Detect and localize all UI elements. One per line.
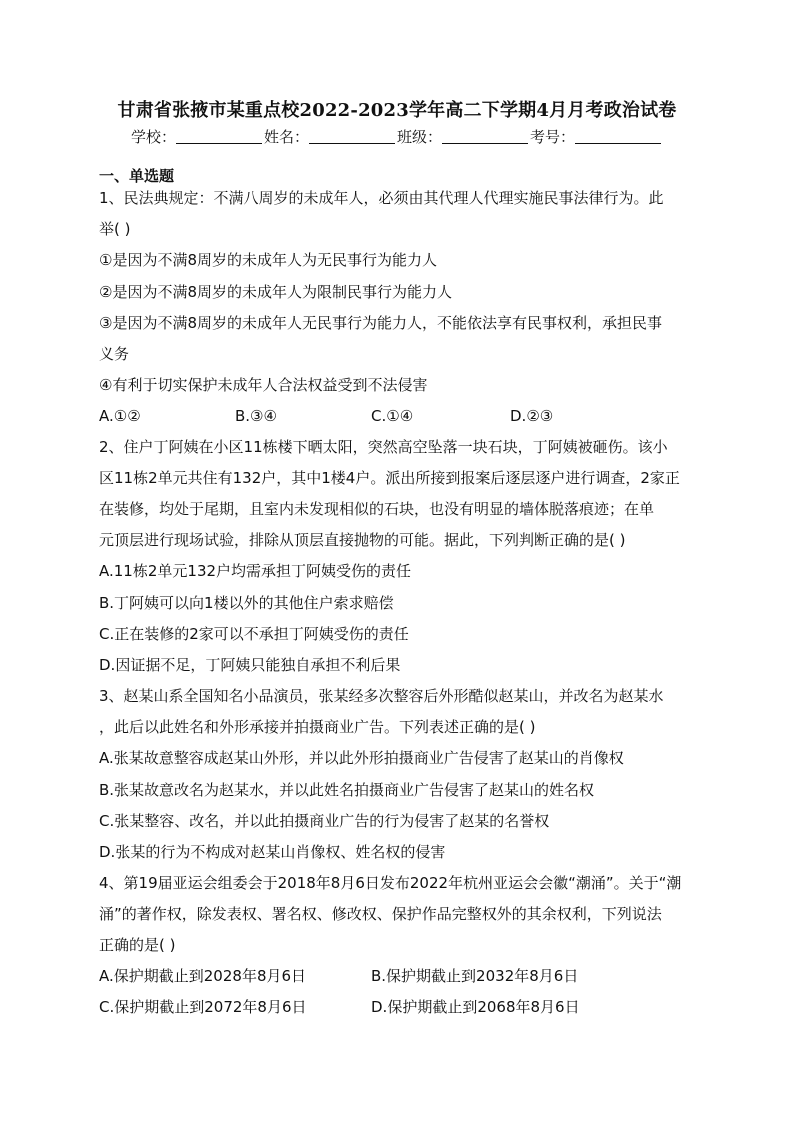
q1-line: ④有利于切实保护未成年人合法权益受到不法侵害 — [99, 376, 428, 394]
q3-option-d[interactable]: D.张某的行为不构成对赵某山肖像权、姓名权的侵害 — [99, 843, 446, 861]
section-heading: 一、单选题 — [99, 167, 175, 185]
school-label: 学校： — [130, 128, 176, 146]
page-title: 甘肃省张掖市某重点校2022-2023学年高二下学期4月月考政治试卷 — [117, 100, 677, 121]
number-blank[interactable] — [575, 129, 661, 144]
q3-option-c[interactable]: C.张某整容、改名，并以此拍摄商业广告的行为侵害了赵某的名誉权 — [99, 812, 550, 830]
q1-option-a[interactable]: A.①② — [99, 407, 141, 425]
q3-option-a[interactable]: A.张某故意整容成赵某山外形，并以此外形拍摄商业广告侵害了赵某山的肖像权 — [99, 749, 624, 767]
q1-line: 1、民法典规定：不满八周岁的未成年人，必须由其代理人代理实施民事法律行为。此 — [99, 189, 664, 207]
q4-option-c[interactable]: C.保护期截止到2072年8月6日 — [99, 998, 307, 1016]
class-blank[interactable] — [442, 129, 528, 144]
q1-line: ③是因为不满8周岁的未成年人无民事行为能力人，不能依法享有民事权利，承担民事 — [99, 314, 662, 332]
q2-option-d[interactable]: D.因证据不足，丁阿姨只能独自承担不利后果 — [99, 656, 401, 674]
q3-option-b[interactable]: B.张某故意改名为赵某水，并以此姓名拍摄商业广告侵害了赵某山的姓名权 — [99, 781, 595, 799]
q1-line: 义务 — [99, 345, 130, 363]
q2-line: 2、住户丁阿姨在小区11栋楼下晒太阳，突然高空坠落一块石块，丁阿姨被砸伤。该小 — [99, 438, 668, 456]
q2-option-b[interactable]: B.丁阿姨可以向1楼以外的其他住户索求赔偿 — [99, 594, 394, 612]
q1-line: ①是因为不满8周岁的未成年人为无民事行为能力人 — [99, 251, 437, 269]
q4-option-d[interactable]: D.保护期截止到2068年8月6日 — [371, 998, 580, 1016]
q4-line: 涌”的著作权，除发表权、署名权、修改权、保护作品完整权外的其余权利，下列说法 — [99, 905, 662, 923]
number-label: 考号： — [530, 128, 576, 146]
q2-option-a[interactable]: A.11栋2单元132户均需承担丁阿姨受伤的责任 — [99, 562, 412, 580]
q2-line: 区11栋2单元共住有132户，其中1楼4户。派出所接到报案后逐层逐户进行调查，2家正 — [99, 469, 680, 487]
q2-option-c[interactable]: C.正在装修的2家可以不承担丁阿姨受伤的责任 — [99, 625, 409, 643]
q4-line: 正确的是( ) — [99, 936, 176, 954]
name-label: 姓名： — [263, 128, 309, 146]
class-label: 班级： — [397, 128, 443, 146]
q4-option-b[interactable]: B.保护期截止到2032年8月6日 — [371, 967, 579, 985]
q1-option-b[interactable]: B.③④ — [235, 407, 277, 425]
q1-option-d[interactable]: D.②③ — [510, 407, 554, 425]
q1-line: ②是因为不满8周岁的未成年人为限制民事行为能力人 — [99, 283, 452, 301]
q1-option-c[interactable]: C.①④ — [371, 407, 414, 425]
q3-line: 3、赵某山系全国知名小品演员，张某经多次整容后外形酷似赵某山，并改名为赵某水 — [99, 687, 664, 705]
q4-option-a[interactable]: A.保护期截止到2028年8月6日 — [99, 967, 307, 985]
school-blank[interactable] — [176, 129, 262, 144]
q2-line: 在装修，均处于尾期，且室内未发现相似的石块，也没有明显的墙体脱落痕迹；在单 — [99, 500, 655, 518]
student-info-row — [0, 126, 794, 147]
name-blank[interactable] — [309, 129, 395, 144]
q3-line: ，此后以此姓名和外形承接并拍摄商业广告。下列表述正确的是( ) — [99, 718, 536, 736]
q2-line: 元顶层进行现场试验，排除从顶层直接抛物的可能。据此，下列判断正确的是( ) — [99, 531, 626, 549]
q4-line: 4、第19届亚运会组委会于2018年8月6日发布2022年杭州亚运会会徽“潮涌”。关于“潮 — [99, 874, 682, 892]
q1-line: 举( ) — [99, 220, 131, 238]
